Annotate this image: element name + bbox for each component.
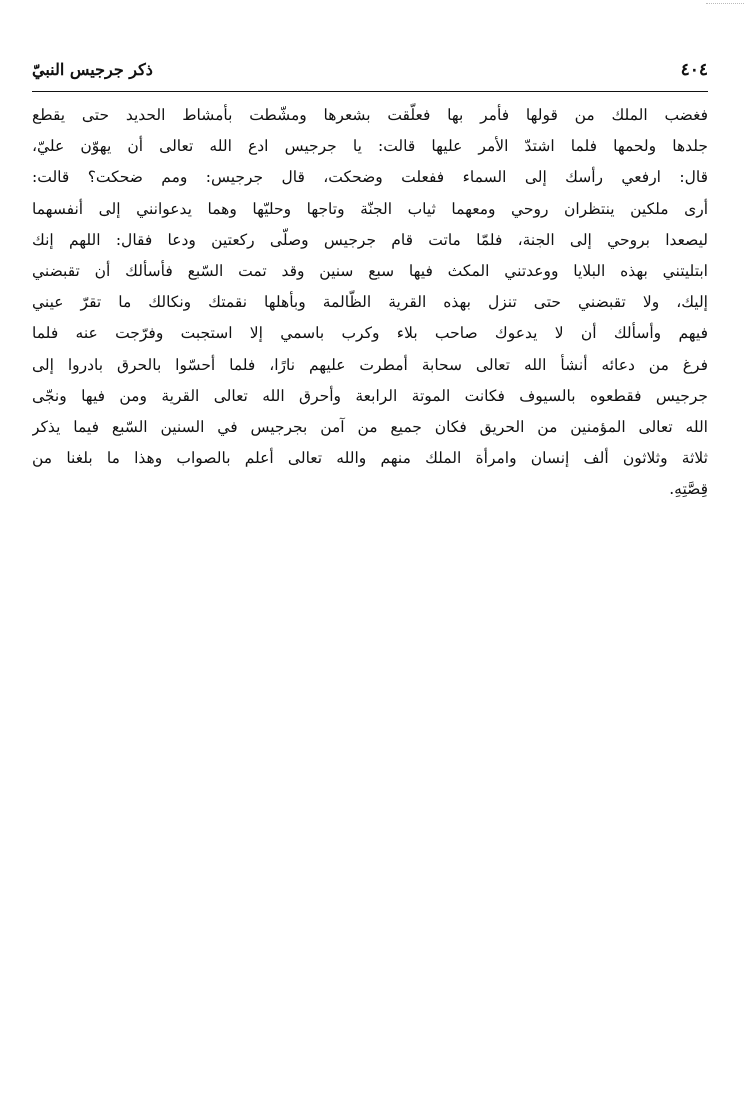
text-line: فغضب الملك من قولها فأمر بها فعلّقت بشعرها ومشّطت بأمشاط الحديد حتى يقطع — [32, 106, 708, 124]
text-line: ثلاثة وثلاثون ألف إنسان وامرأة الملك منهم والله تعالى أعلم بالصواب وهذا ما بلغنا من — [32, 449, 708, 468]
body-text — [32, 100, 708, 505]
text-line: أرى ملكين ينتظران روحي ومعهما ثياب الجنّة وتاجها وحليّها وهما يدعوانني إلى أنفسهما — [32, 199, 708, 218]
running-title: ذكر جرجيس النبيّ — [32, 60, 153, 79]
text-line: الله تعالى المؤمنين من الحريق فكان جميع من آمن بجرجيس في السنين السّبع فيما يذكر — [32, 417, 708, 436]
text-line: فيهم وأسألك أن لا يدعوك صاحب بلاء وكرب باسمي إلا استجبت وفرّجت عنه فلما — [32, 324, 708, 343]
text-line: جلدها ولحمها فلما اشتدّ الأمر عليها قالت: يا جرجيس ادع الله تعالى أن يهوّن عليّ، — [32, 137, 708, 156]
text-line: قِصَّتِهِ. — [669, 480, 708, 499]
text-line: ابتليتني بهذه البلايا ووعدتني المكث فيها سبع سنين وقد تمت السّبع فأسألك أن تقبضني — [32, 261, 708, 280]
text-line: ليصعدا بروحي إلى الجنة، فلمّا ماتت قام جرجيس وصلّى ركعتين ودعا فقال: اللهم إنك — [32, 230, 708, 249]
text-line: جرجيس فقطعوه بالسيوف فكانت الموتة الرابعة وأحرق الله تعالى القرية ومن فيها ونجّى — [32, 386, 708, 405]
text-line: فرغ من دعائه أنشأ الله تعالى سحابة أمطرت عليهم نارًا، فلما أحسّوا بالحرق بادروا إلى — [32, 355, 708, 374]
page-number: ٤٠٤ — [680, 60, 708, 80]
page-header — [32, 60, 708, 88]
header-rule — [32, 91, 708, 92]
text-line: إليك، ولا تقبضني حتى تنزل بهذه القرية الظّالمة وبأهلها نقمتك ونكالك ما تقرّ عيني — [32, 293, 708, 312]
text-line: قال: ارفعي رأسك إلى السماء ففعلت وضحكت، قال جرجيس: ومم ضحكت؟ قالت: — [32, 168, 708, 187]
scan-corner-mark — [706, 3, 744, 7]
